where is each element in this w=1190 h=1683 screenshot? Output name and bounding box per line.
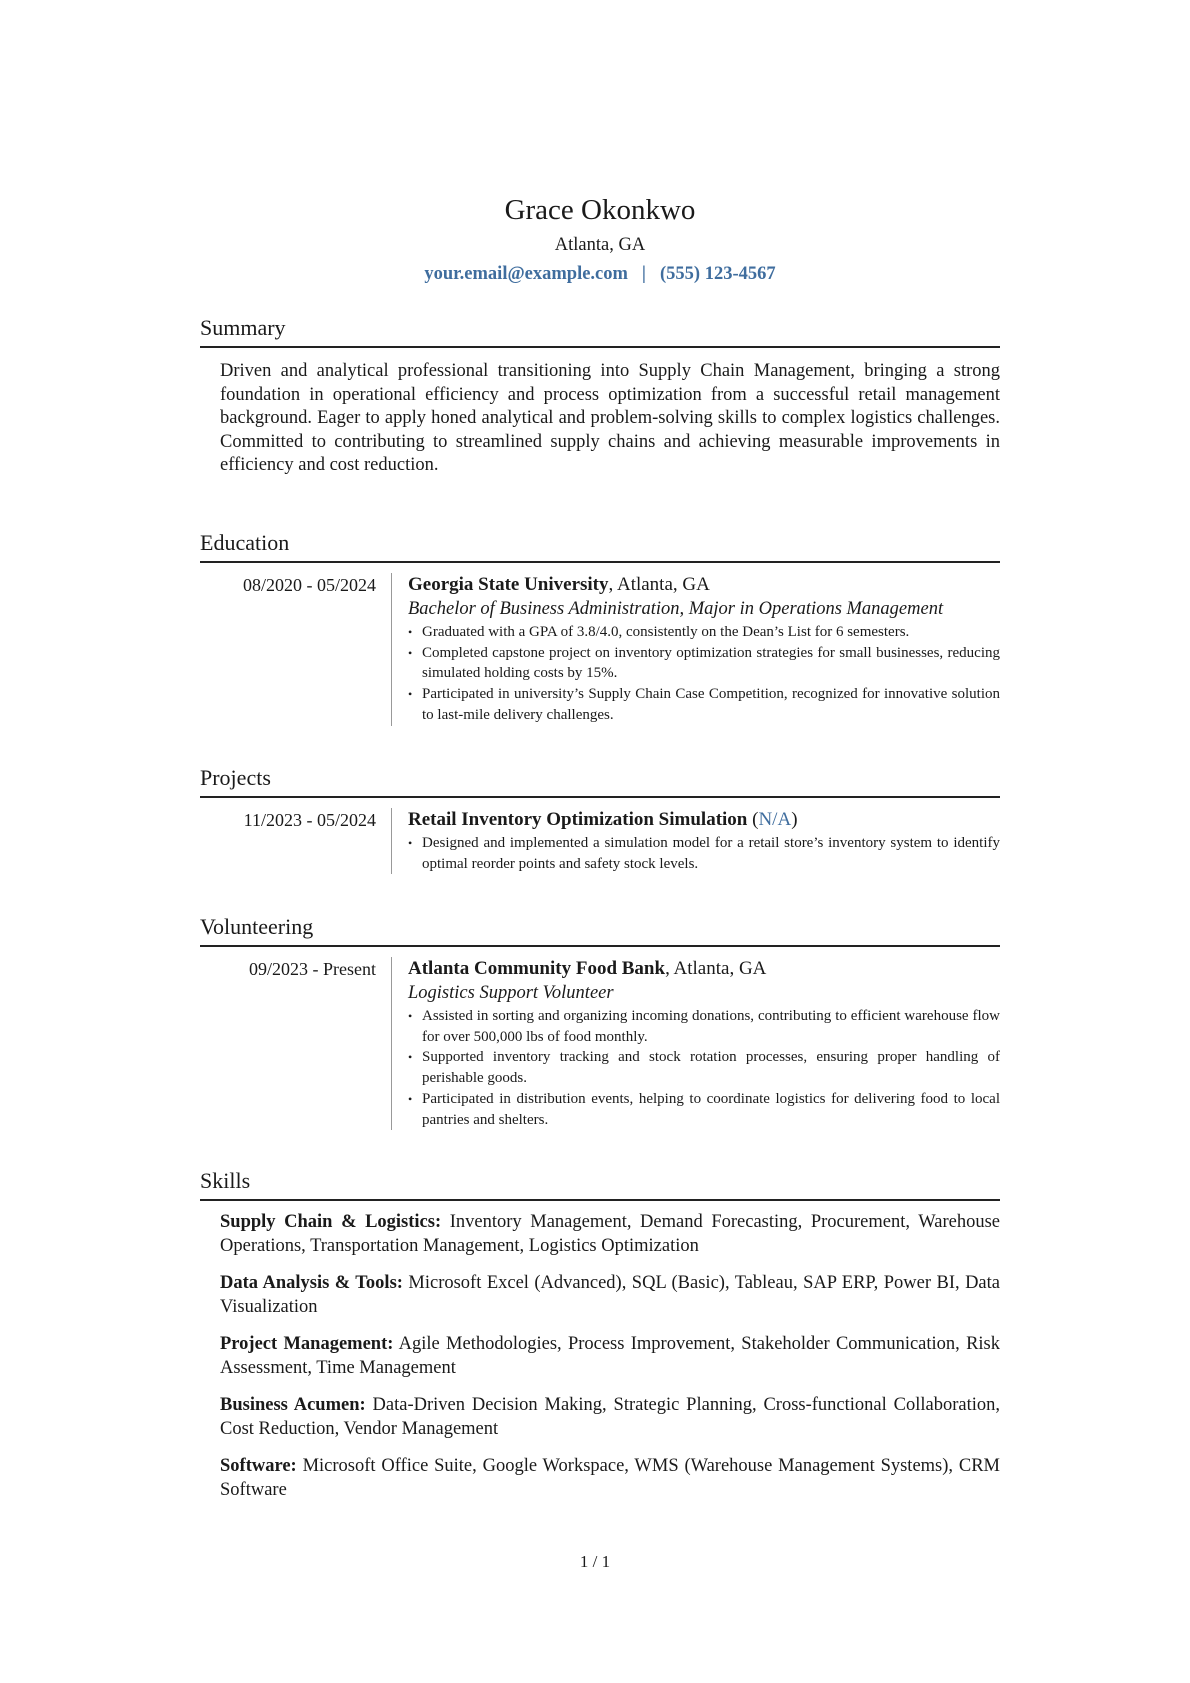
link-paren-close: )	[791, 809, 798, 830]
education-section	[200, 528, 1000, 726]
section-divider	[200, 796, 1000, 798]
resume-header	[200, 190, 1000, 288]
list-item: • Graduated with a GPA of 3.8/4.0, consistently on the Dean’s List for 6 semesters.	[408, 622, 1000, 643]
skill-label: Supply Chain & Logistics:	[220, 1212, 442, 1232]
entry-title	[408, 808, 1000, 832]
section-divider	[200, 1199, 1000, 1201]
project-entry	[200, 808, 1000, 874]
entry-date: 09/2023 - Present	[249, 959, 376, 979]
organization-location: , Atlanta, GA	[665, 958, 767, 979]
bullet-list	[408, 833, 1000, 874]
list-item: • Completed capstone project on inventory optimization strategies for small businesses, reducing simulated holding costs by 15%.	[408, 643, 1000, 684]
summary-section	[200, 313, 1000, 478]
skill-text: Microsoft Excel (Advanced), SQL (Basic), Tableau, SAP ERP, Power BI, Data Visualization	[220, 1273, 1000, 1317]
resume-page	[200, 0, 1000, 1500]
institution-name: Georgia State University	[408, 574, 609, 595]
section-title-education: Education	[200, 530, 290, 555]
entry-title	[408, 573, 1000, 597]
entry-body	[391, 808, 1000, 874]
list-item: • Participated in distribution events, helping to coordinate logistics for delivering food to local pantries and shelters.	[408, 1089, 1000, 1130]
list-item: • Assisted in sorting and organizing incoming donations, contributing to efficient warehouse flow for over 500,000 lbs of food monthly.	[408, 1006, 1000, 1047]
degree: Bachelor of Business Administration, Major in Operations Management	[408, 599, 944, 619]
section-divider	[200, 561, 1000, 563]
skill-label: Project Management:	[220, 1334, 394, 1354]
page-number: 1 / 1	[579, 1552, 611, 1571]
candidate-location: Atlanta, GA	[554, 235, 646, 255]
entry-date: 08/2020 - 05/2024	[243, 575, 376, 595]
entry-body	[391, 957, 1000, 1130]
list-item: • Supported inventory tracking and stock rotation processes, ensuring proper handling of perishable goods.	[408, 1047, 1000, 1088]
projects-section	[200, 763, 1000, 874]
skill-group	[220, 1333, 1000, 1380]
skill-group	[220, 1272, 1000, 1319]
contact-line	[200, 260, 1000, 288]
contact-separator: |	[641, 264, 646, 284]
skill-label: Data Analysis & Tools:	[220, 1273, 403, 1293]
list-item: • Designed and implemented a simulation model for a retail store’s inventory system to identify optimal reorder points and safety stock levels.	[408, 833, 1000, 874]
volunteering-entry	[200, 957, 1000, 1130]
skill-group	[220, 1394, 1000, 1441]
skill-label: Business Acumen:	[220, 1395, 366, 1415]
skill-label: Software:	[220, 1456, 297, 1476]
phone-link[interactable]: (555) 123-4567	[660, 264, 776, 284]
education-entry	[200, 573, 1000, 726]
project-link[interactable]: N/A	[758, 809, 792, 830]
bullet-list	[408, 622, 1000, 726]
section-divider	[200, 945, 1000, 947]
entry-body	[391, 573, 1000, 726]
skill-text: Inventory Management, Demand Forecasting, Procurement, Warehouse Operations, Transportation Management, Logistics Optimization	[220, 1212, 1000, 1256]
skill-group	[220, 1455, 1000, 1502]
skill-group	[220, 1211, 1000, 1258]
volunteer-role: Logistics Support Volunteer	[408, 983, 614, 1003]
link-paren-open: (	[747, 809, 759, 830]
list-item: • Participated in university’s Supply Chain Case Competition, recognized for innovative solution to last-mile delivery challenges.	[408, 684, 1000, 725]
section-title-skills: Skills	[200, 1168, 251, 1193]
candidate-name: Grace Okonkwo	[504, 194, 696, 226]
skill-text: Microsoft Office Suite, Google Workspace, WMS (Warehouse Management Systems), CRM Software	[220, 1456, 1000, 1500]
section-title-summary: Summary	[200, 315, 286, 340]
summary-text: Driven and analytical professional transitioning into Supply Chain Management, bringing a strong foundation in operational efficiency and process optimization from a successful retail management background. Eager to apply honed analytical and problem-solving skills to complex logistics challenges. Committed to contributing to streamlined supply chains and achieving measurable improvements in efficiency and cost reduction.	[220, 361, 1000, 475]
skills-section	[200, 1166, 1000, 1502]
institution-location: , Atlanta, GA	[608, 574, 710, 595]
section-title-volunteering: Volunteering	[200, 914, 314, 939]
volunteering-section	[200, 912, 1000, 1130]
email-link[interactable]: your.email@example.com	[424, 264, 628, 284]
section-divider	[200, 346, 1000, 348]
project-name: Retail Inventory Optimization Simulation	[408, 809, 748, 830]
skill-text: Agile Methodologies, Process Improvement, Stakeholder Communication, Risk Assessment, Time Management	[220, 1334, 1000, 1378]
section-title-projects: Projects	[200, 765, 271, 790]
organization-name: Atlanta Community Food Bank	[408, 958, 666, 979]
entry-title	[408, 957, 1000, 981]
bullet-list	[408, 1006, 1000, 1130]
entry-date: 11/2023 - 05/2024	[243, 810, 376, 830]
skill-text: Data-Driven Decision Making, Strategic Planning, Cross-functional Collaboration, Cost Reduction, Vendor Management	[220, 1395, 1000, 1439]
